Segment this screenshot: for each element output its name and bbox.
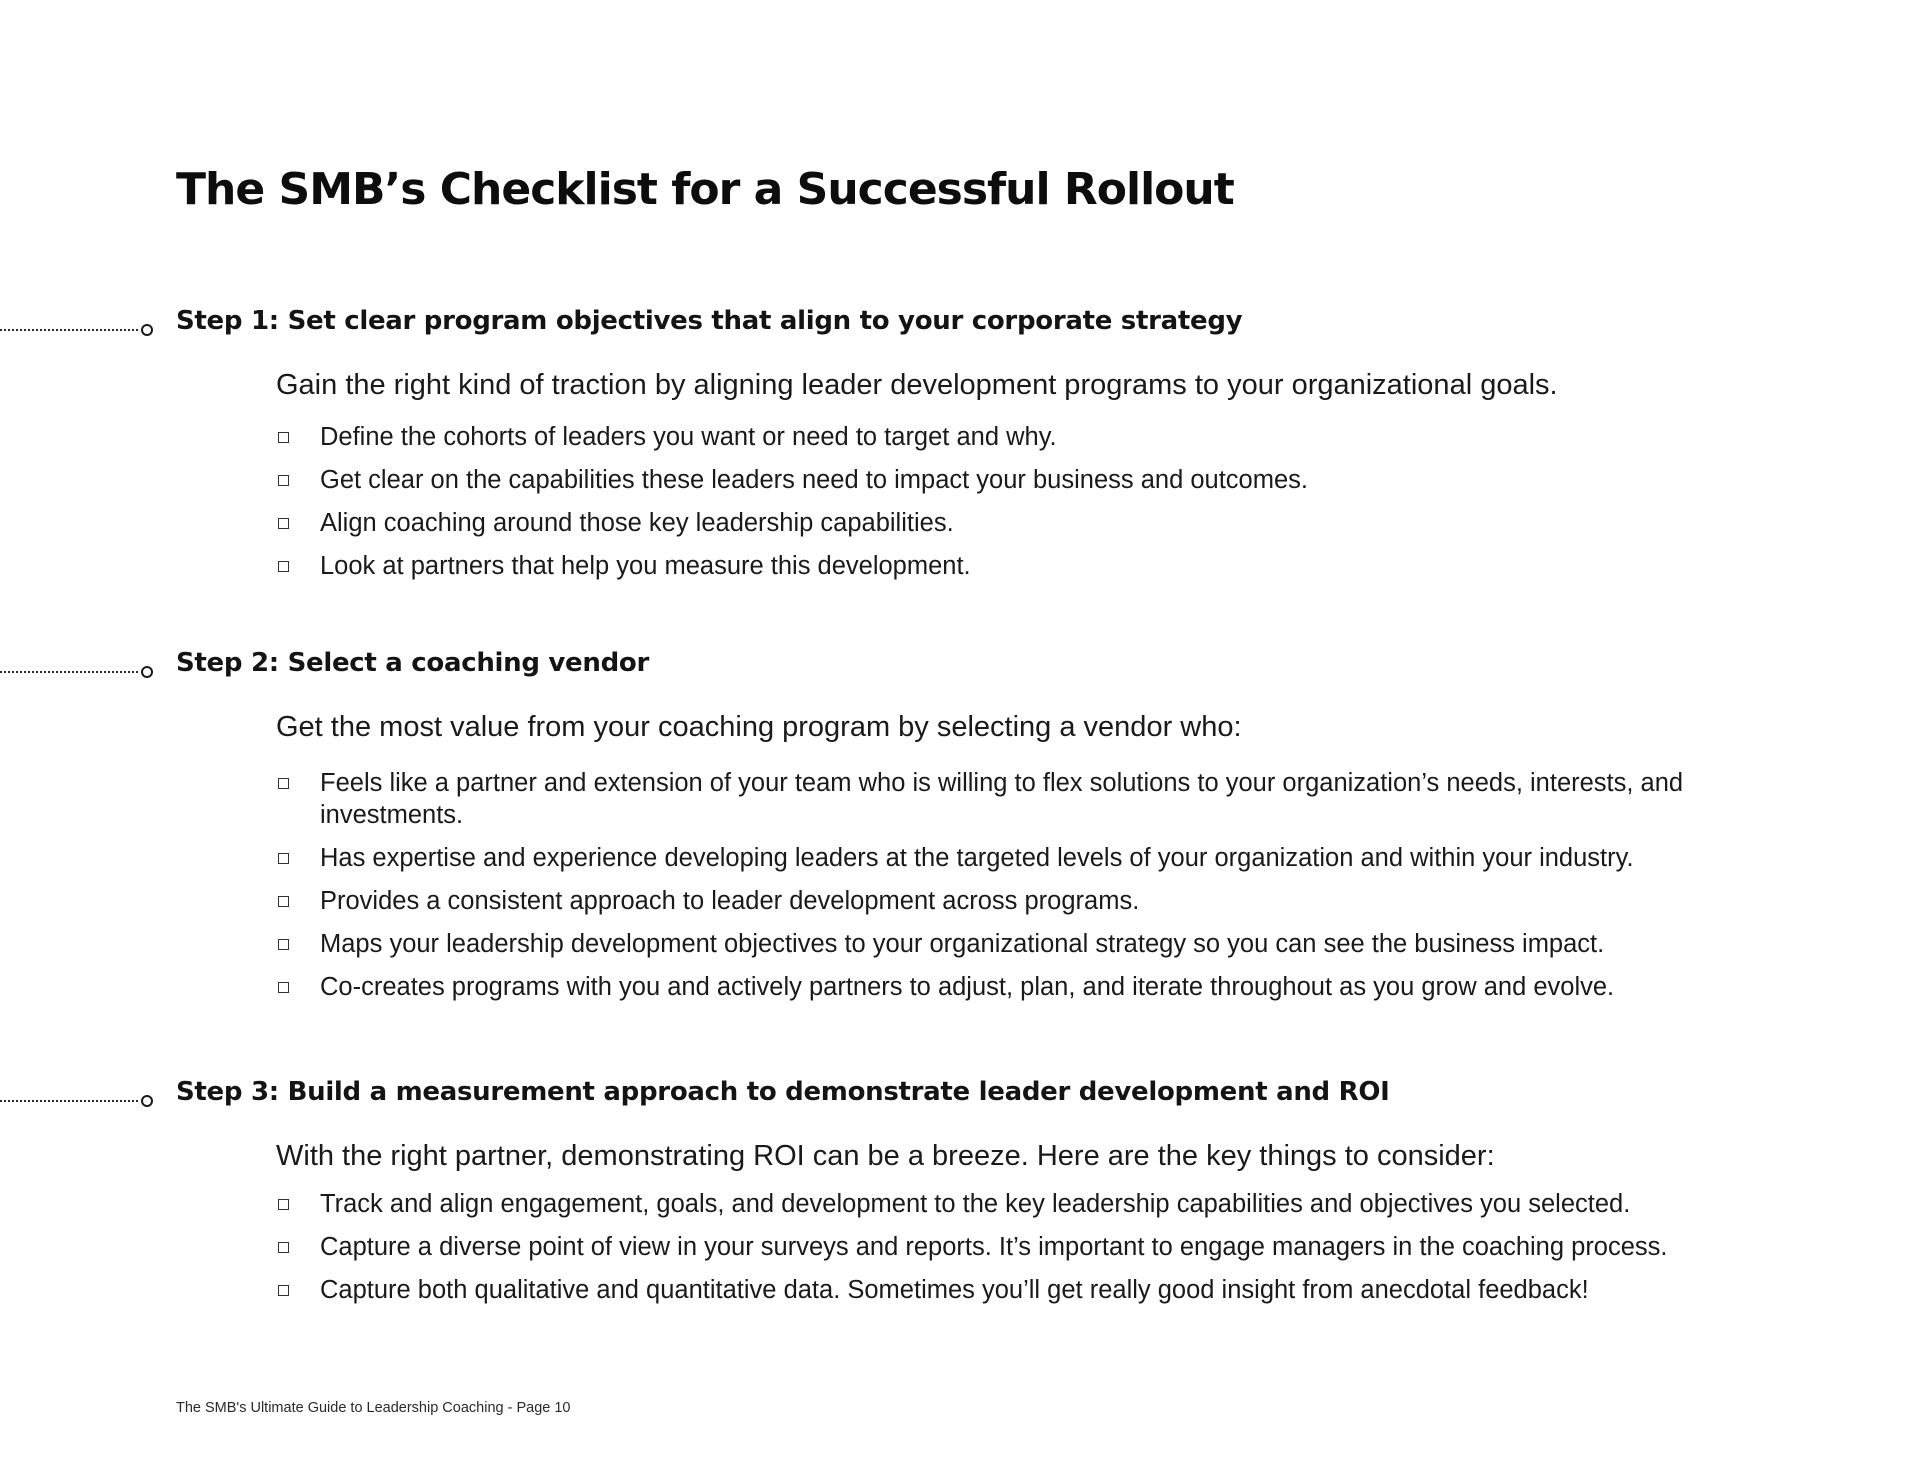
checklist-item (276, 421, 1776, 453)
step-heading: Step 1: Set clear program objectives that align to your corporate strategy (176, 306, 1243, 336)
checklist (276, 767, 1776, 1014)
checklist-item (276, 885, 1776, 917)
checklist-item (276, 971, 1776, 1003)
checklist-item-text: Capture both qualitative and quantitative data. Sometimes you’ll get really good insight from anecdotal feedback! (320, 1276, 1589, 1304)
step-heading: Step 3: Build a measurement approach to demonstrate leader development and ROI (176, 1077, 1390, 1107)
checklist-item (276, 464, 1776, 496)
checklist-item-text: Has expertise and experience developing leaders at the targeted levels of your organization and within your industry. (320, 844, 1634, 872)
checklist-item-text: Align coaching around those key leadership capabilities. (320, 509, 954, 537)
step-intro: With the right partner, demonstrating ROI can be a breeze. Here are the key things to consider: (276, 1140, 1495, 1172)
checklist-item (276, 1231, 1776, 1263)
checkbox-icon (278, 518, 289, 529)
checkbox-icon (278, 1242, 289, 1253)
checkbox-icon (278, 896, 289, 907)
checklist-item (276, 507, 1776, 539)
checkbox-icon (278, 982, 289, 993)
checklist-item-text: Capture a diverse point of view in your surveys and reports. It’s important to engage managers in the coaching process. (320, 1233, 1668, 1261)
circle-node-icon (141, 666, 153, 678)
page-footer: The SMB's Ultimate Guide to Leadership Coaching - Page 10 (176, 1400, 571, 1416)
checkbox-icon (278, 853, 289, 864)
checklist-item-text: Track and align engagement, goals, and development to the key leadership capabilities and objectives you selected. (320, 1190, 1631, 1218)
checklist-item-text: Co-creates programs with you and actively partners to adjust, plan, and iterate throughout as you grow and evolve. (320, 973, 1615, 1001)
checkbox-icon (278, 1199, 289, 1210)
checklist-item (276, 842, 1776, 874)
checklist-item-text: Define the cohorts of leaders you want or need to target and why. (320, 423, 1057, 451)
checklist-item-text: Look at partners that help you measure this development. (320, 552, 971, 580)
circle-node-icon (141, 324, 153, 336)
step-heading: Step 2: Select a coaching vendor (176, 648, 649, 678)
checklist-item (276, 1188, 1776, 1220)
checklist-item-text: Maps your leadership development objectives to your organizational strategy so you can see the business impact. (320, 930, 1605, 958)
checkbox-icon (278, 432, 289, 443)
checkbox-icon (278, 561, 289, 572)
checkbox-icon (278, 939, 289, 950)
checklist-item-text: Get clear on the capabilities these leaders need to impact your business and outcomes. (320, 466, 1308, 494)
checkbox-icon (278, 1285, 289, 1296)
dotted-line (0, 1100, 138, 1102)
checklist-item-text: Provides a consistent approach to leader development across programs. (320, 887, 1140, 915)
checklist (276, 421, 1776, 593)
step-connector (0, 1093, 140, 1109)
step-connector (0, 322, 140, 338)
dotted-line (0, 671, 138, 673)
checklist-item (276, 767, 1776, 831)
step-intro: Get the most value from your coaching program by selecting a vendor who: (276, 711, 1242, 743)
checklist-item (276, 1274, 1776, 1306)
step-connector (0, 664, 140, 680)
checklist-item-text: Feels like a partner and extension of your team who is willing to flex solutions to your organization’s needs, interests, and investments. (320, 769, 1684, 829)
circle-node-icon (141, 1095, 153, 1107)
page-title: The SMB’s Checklist for a Successful Rollout (176, 164, 1234, 215)
checklist-item (276, 928, 1776, 960)
step-intro: Gain the right kind of traction by aligning leader development programs to your organizational goals. (276, 369, 1558, 401)
checklist (276, 1188, 1776, 1317)
checklist-item (276, 550, 1776, 582)
dotted-line (0, 329, 138, 331)
checkbox-icon (278, 778, 289, 789)
checkbox-icon (278, 475, 289, 486)
